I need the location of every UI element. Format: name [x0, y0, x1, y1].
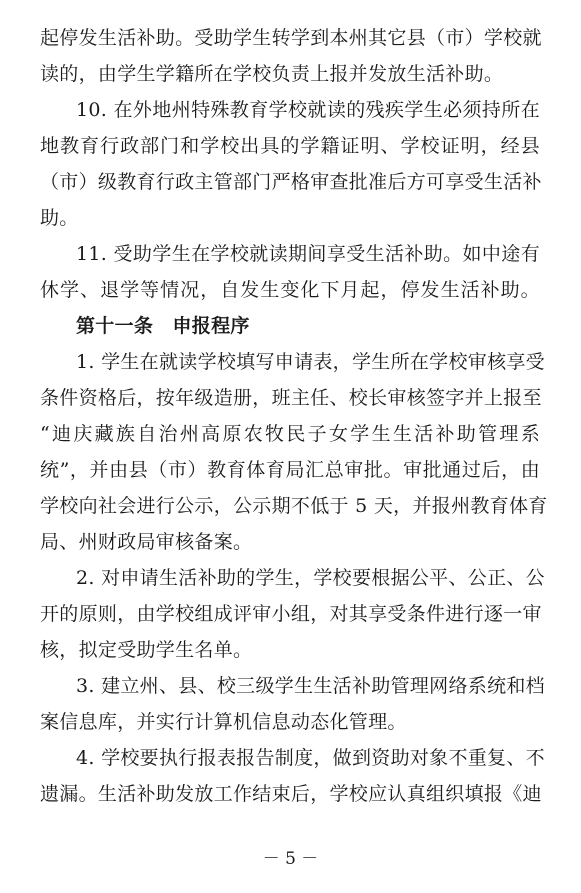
text-line: 11. 受助学生在学校就读期间享受生活补助。如中途有 [76, 243, 540, 265]
text-line: 休学、退学等情况，自发生变化下月起，停发生活补助。 [40, 279, 540, 301]
text-line: 3. 建立州、县、校三级学生生活补助管理网络系统和档 [76, 675, 545, 697]
text-line: 读的，由学生学籍所在学校负责上报并发放生活补助。 [40, 63, 504, 85]
text-line: 地教育行政部门和学校出具的学籍证明、学校证明，经县 [40, 135, 540, 157]
text-line: 开的原则，由学校组成评审小组，对其享受条件进行逐一审 [40, 603, 542, 625]
text-line: 学校向社会进行公示，公示期不低于 5 天，并报州教育体育 [40, 495, 548, 517]
text-line: 统”，并由县（市）教育体育局汇总审批。审批通过后，由 [40, 459, 540, 481]
text-line: 局、州财政局审核备案。 [40, 531, 253, 553]
text-line: 助。 [40, 207, 79, 229]
text-line: 遗漏。生活补助发放工作结束后，学校应认真组织填报《迪 [40, 783, 542, 805]
text-line: 1. 学生在就读学校填写申请表，学生所在学校审核享受 [76, 351, 545, 373]
text-line: 核，拟定受助学生名单。 [40, 639, 253, 661]
page-number: － 5 － [262, 849, 319, 869]
text-line: 4. 学校要执行报表报告制度，做到资助对象不重复、不 [76, 747, 545, 769]
text-line: 案信息库，并实行计算机信息动态化管理。 [40, 711, 407, 733]
text-line: （市）级教育行政主管部门严格审查批准后方可享受生活补 [40, 171, 542, 193]
text-line: “迪庆藏族自治州高原农牧民子女学生生活补助管理系 [40, 423, 540, 445]
text-line: 10. 在外地州特殊教育学校就读的残疾学生必须持所在 [76, 99, 540, 121]
text-line: 起停发生活补助。受助学生转学到本州其它县（市）学校就 [40, 27, 542, 49]
text-line: 2. 对申请生活补助的学生，学校要根据公平、公正、公 [76, 567, 545, 589]
text-line: 条件资格后，按年级造册，班主任、校长审核签字并上报至 [40, 387, 542, 409]
section-heading: 第十一条 申报程序 [76, 315, 250, 337]
